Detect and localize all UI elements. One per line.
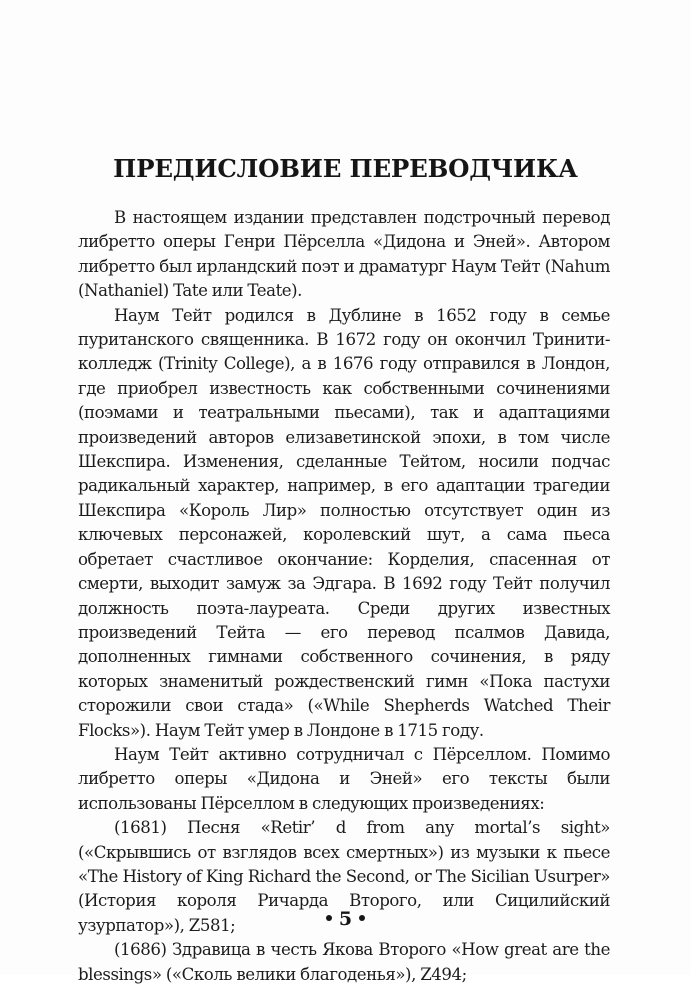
paragraph-collaboration: Наум Тейт активно сотрудничал с Пёрселлом. Помимо либретто оперы «Дидона и Эней» его тексты были использованы Пёрселлом в следующих произведениях: <box>78 744 610 813</box>
page-title: ПРЕДИСЛОВИЕ ПЕРЕВОДЧИКА <box>113 154 578 183</box>
page-number-value: 5 <box>338 908 353 930</box>
paragraph-work-1681: (1681) Песня «Retir’ d from any mortal’s sight» («Скрывшись от взглядов всех смертных») из музыки к пьесе «The History of King Richard the Second, or The Sicilian Usurper» (История короля Ричарда Второго, или Сицилийский узурпатор»), Z581; <box>78 818 610 935</box>
bullet-dot-icon <box>359 915 365 921</box>
bullet-dot-icon <box>326 915 332 921</box>
page-number <box>0 906 691 932</box>
body-text <box>78 206 610 987</box>
paragraph-work-1686: (1686) Здравица в честь Якова Второго «How great are the blessings» («Сколь велики благоденья»), Z494; <box>78 940 610 984</box>
paragraph-biography: Наум Тейт родился в Дублине в 1652 году в семье пуританского священника. В 1672 году он окончил Тринити-колледж (Trinity College), а в 1676 году отправился в Лондон, где приобрел известность как собственными сочинениями (поэмами и театральными пьесами), так и адаптациями произведений авторов елизаветинской эпохи, в том числе Шекспира. Изменения, сделанные Тейтом, носили подчас радикальный характер, например, в его адаптации трагедии Шекспира «Король Лир» полностью отсутствует один из ключевых персонажей, королевский шут, а сама пьеса обретает счастливое окончание: Корделия, спасенная от смерти, выходит замуж за Эдгара. В 1692 году Тейт получил должность поэта-лауреата. Среди других известных произведений Тейта — его перевод псалмов Давида, дополненных гимнами собственного сочинения, в ряду которых знаменитый рождественский гимн «Пока пастухи сторожили свои стада» («While Shepherds Watched Their Flocks»). Наум Тейт умер в Лондоне в 1715 году. <box>78 305 610 740</box>
paragraph-intro: В настоящем издании представлен подстрочный перевод либретто оперы Генри Пёрселла «Дидона и Эней». Автором либретто был ирландский поэт и драматург Наум Тейт (Nahum (Nathaniel) Tate или Teate). <box>78 208 610 301</box>
